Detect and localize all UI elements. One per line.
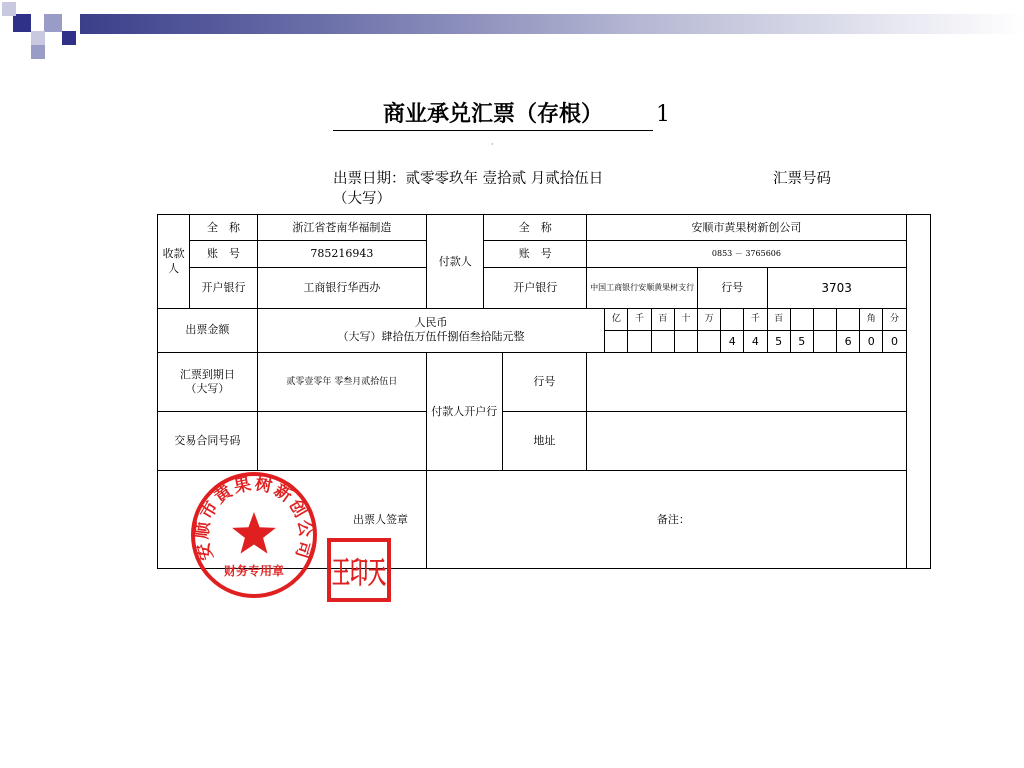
issue-date-label: 出票日期：贰零零玖年 壹拾贰 月贰拾伍日 — [333, 171, 604, 187]
amount-label: 出票金额 — [158, 308, 258, 353]
remarks-label: 备注： — [427, 471, 907, 569]
personal-name-stamp — [326, 537, 392, 603]
payer-section-label: 付款人 — [427, 215, 484, 309]
acceptor-bank-label: 付款人开户行 — [427, 353, 503, 471]
amount-digit: 4 — [744, 330, 767, 352]
bank-no-label: 行号 — [502, 353, 587, 412]
page-title: 商业承兑汇票（存根） — [333, 100, 653, 131]
payee-section-label: 收款人 — [158, 215, 190, 309]
dot-mark: · — [491, 140, 494, 149]
amount-unit — [837, 308, 860, 330]
issue-date — [333, 169, 673, 209]
amount-digit — [674, 330, 697, 352]
amount-unit — [721, 308, 744, 330]
amount-digit: 0 — [860, 330, 883, 352]
amount-unit — [813, 308, 836, 330]
seal-company-text: 安顺市黄果树新创公司 — [192, 474, 316, 563]
address-label: 地址 — [502, 412, 587, 471]
contract-label: 交易合同号码 — [158, 412, 258, 471]
amount-digit — [605, 330, 628, 352]
amount-unit: 百 — [651, 308, 674, 330]
amount-words: （大写）肆拾伍万伍仟捌佰叁拾陆元整 — [337, 330, 525, 344]
payee-name: 浙江省苍南华福制造 — [257, 215, 426, 241]
title-suffix: 1 — [656, 102, 670, 127]
deco-square — [62, 31, 76, 45]
payee-bank: 工商银行华西办 — [257, 267, 426, 308]
title-gradient-bar — [80, 14, 1024, 34]
deco-square — [31, 31, 45, 45]
amount-digit — [651, 330, 674, 352]
amount-unit: 千 — [744, 308, 767, 330]
amount-words-cell — [257, 308, 605, 353]
amount-digit — [628, 330, 651, 352]
signature-label: 出票人签章 — [158, 471, 427, 569]
due-date-label: 汇票到期日（大写） — [158, 353, 258, 412]
amount-unit: 分 — [883, 308, 906, 330]
payer-bank: 中国工商银行安顺黄果树支行 — [587, 267, 698, 308]
stamp-text: 王印天 — [332, 556, 386, 591]
due-date-value: 贰零壹零年 零叁月贰拾伍日 — [257, 353, 426, 412]
payer-bank-label: 开户银行 — [484, 267, 587, 308]
deco-square — [2, 2, 16, 16]
amount-digit — [697, 330, 720, 352]
bank-no-value — [587, 353, 907, 412]
amount-unit: 万 — [697, 308, 720, 330]
form-right-margin — [906, 215, 930, 569]
amount-unit: 角 — [860, 308, 883, 330]
payer-bank-no: 3703 — [767, 267, 906, 308]
payer-bank-no-label: 行号 — [697, 267, 767, 308]
amount-digit: 6 — [837, 330, 860, 352]
payer-account: 0853 － 3765606 — [587, 241, 907, 267]
payee-name-label: 全 称 — [190, 215, 258, 241]
amount-unit: 亿 — [605, 308, 628, 330]
payer-account-label: 账 号 — [484, 241, 587, 267]
draft-number-label: 汇票号码 — [773, 171, 831, 187]
payee-bank-label: 开户银行 — [190, 267, 258, 308]
amount-digit: 0 — [883, 330, 906, 352]
amount-unit: 千 — [628, 308, 651, 330]
payee-account-label: 账 号 — [190, 241, 258, 267]
amount-digit: 4 — [721, 330, 744, 352]
payee-account: 785216943 — [257, 241, 426, 267]
amount-unit: 十 — [674, 308, 697, 330]
payer-name-label: 全 称 — [484, 215, 587, 241]
company-seal — [189, 470, 319, 600]
issue-date-note: （大写） — [333, 191, 391, 207]
payer-name: 安顺市黄果树新创公司 — [587, 215, 907, 241]
contract-value — [257, 412, 426, 471]
address-value — [587, 412, 907, 471]
amount-unit — [790, 308, 813, 330]
amount-digit — [813, 330, 836, 352]
deco-square — [13, 14, 31, 32]
amount-currency: 人民币 — [414, 316, 448, 330]
deco-square — [31, 45, 45, 59]
seal-star-icon — [232, 512, 276, 554]
amount-digit: 5 — [767, 330, 790, 352]
amount-unit: 百 — [767, 308, 790, 330]
deco-square — [44, 14, 62, 32]
amount-digit: 5 — [790, 330, 813, 352]
seal-purpose-text: 财务专用章 — [223, 564, 285, 578]
